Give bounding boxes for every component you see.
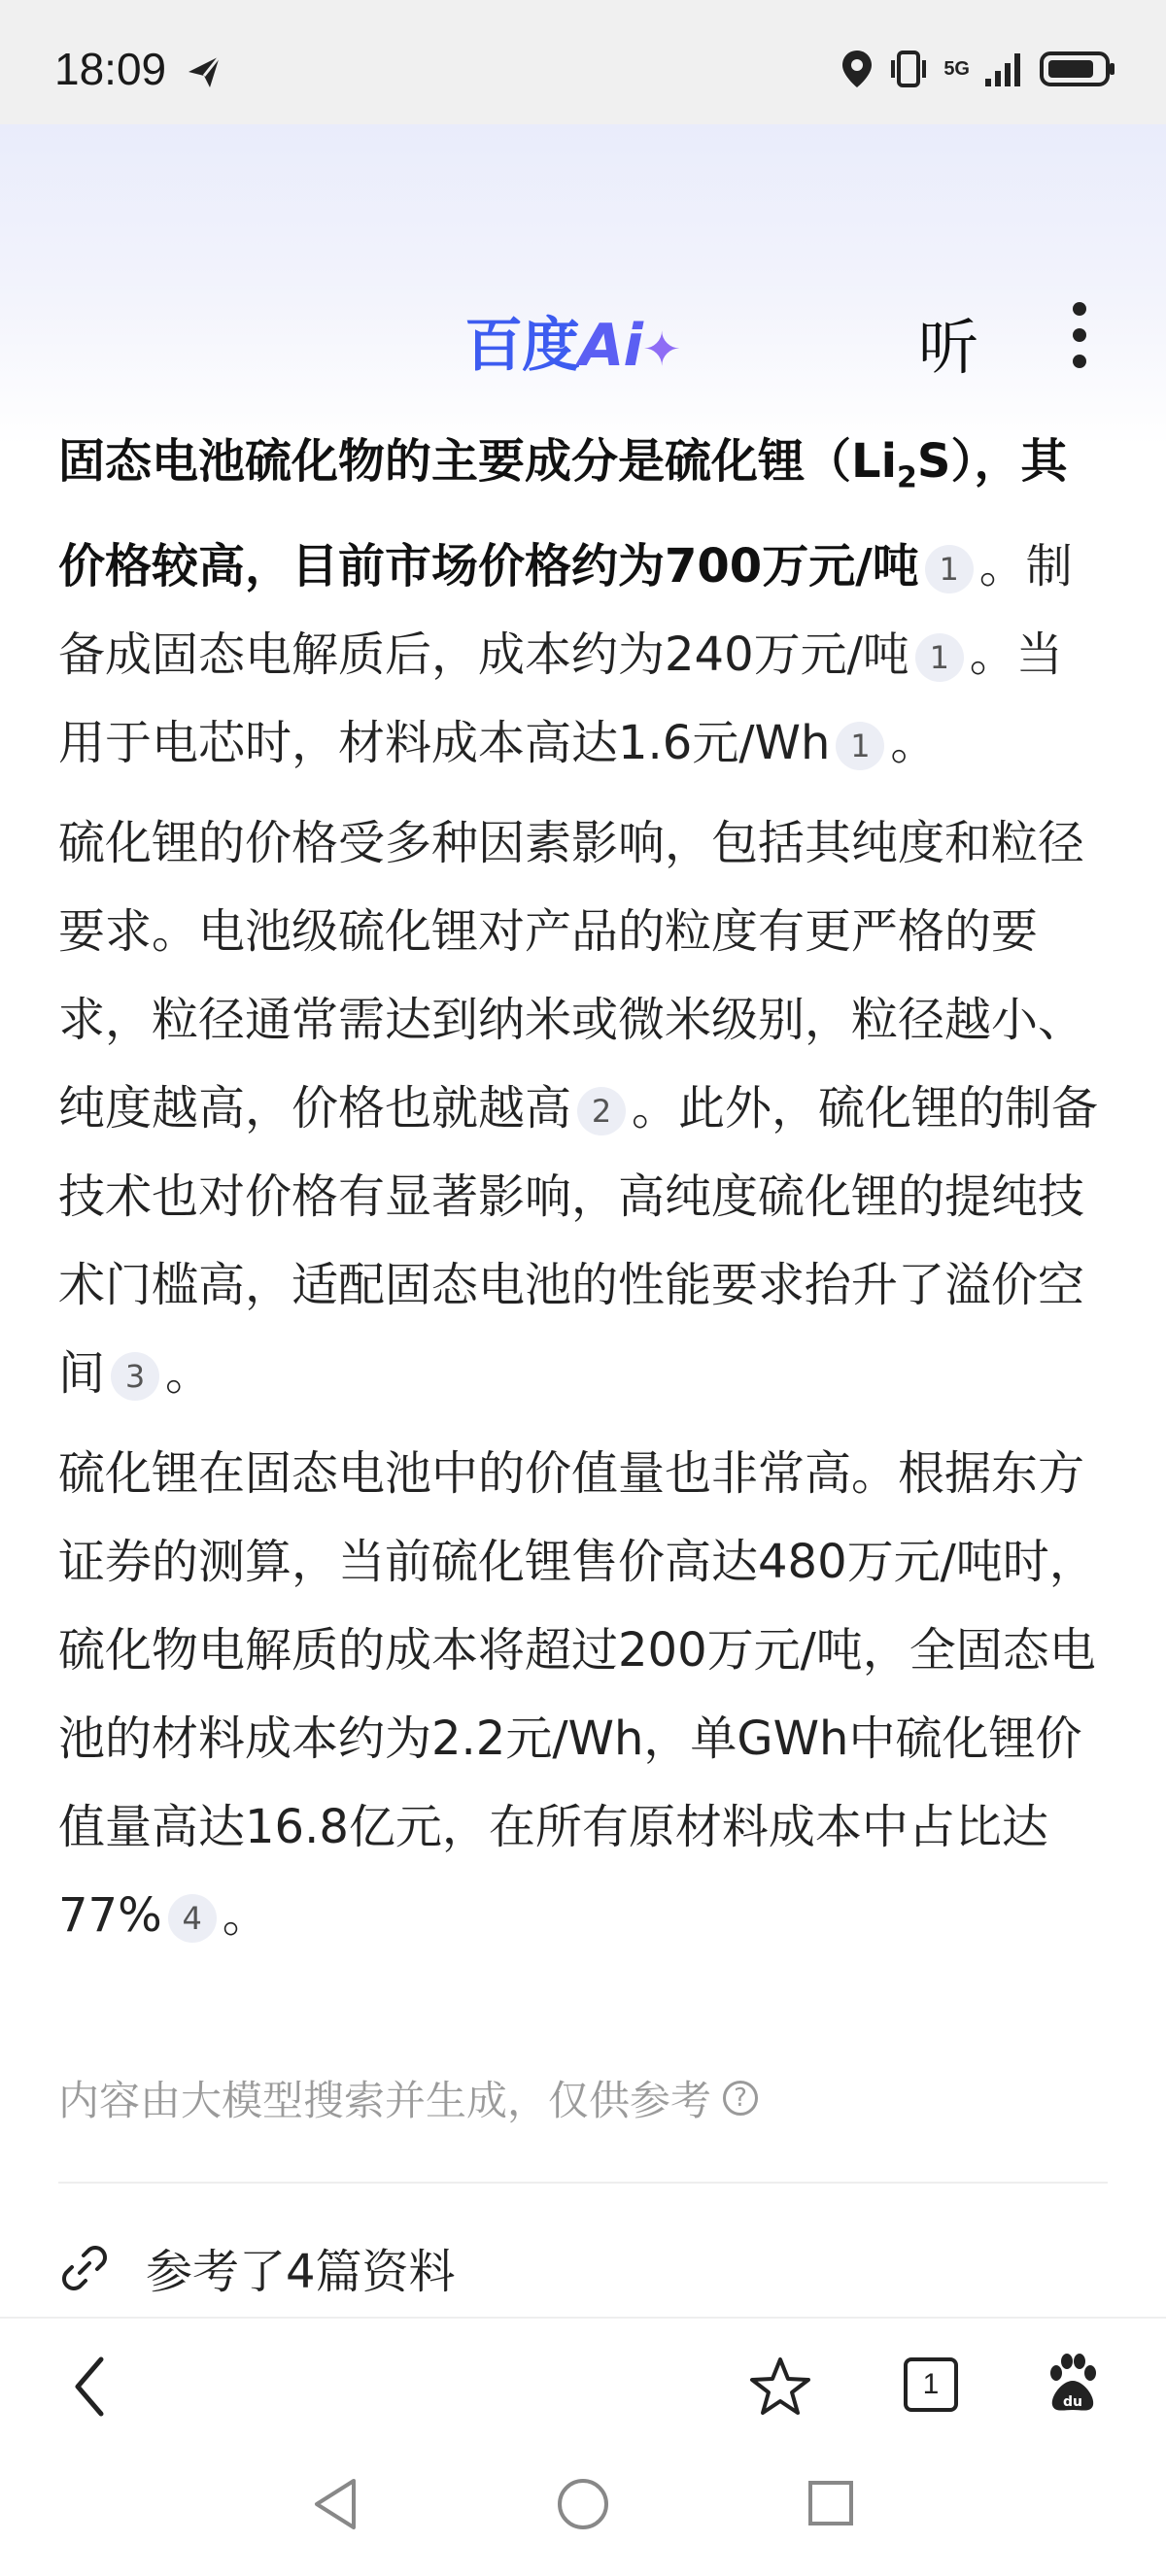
answer-paragraph: 硫化锂在固态电池中的价值量也非常高。根据东方证券的测算，当前硫化锂售价高达480万元/吨时，硫化物电解质的成本将超过200万元/吨，全固态电池的材料成本约为2.2元/Wh，单GWh中硫化锂价值量高达16.8亿元，在所有原材料成本中占比达77% 4 。 (58, 1445, 1096, 1943)
listen-button[interactable]: 听 (918, 312, 979, 383)
system-recents-icon[interactable] (806, 2479, 855, 2527)
star-icon[interactable] (748, 2356, 812, 2418)
citation-badge[interactable]: 1 (915, 633, 964, 682)
citation-badge[interactable]: 3 (111, 1352, 159, 1401)
disclaimer-text: 内容由大模型搜索并生成，仅供参考 (58, 2077, 712, 2124)
baidu-ai-logo: 百度Ai✦ (464, 312, 681, 380)
system-home-icon[interactable] (556, 2477, 610, 2531)
answer-content (58, 418, 1108, 1972)
answer-paragraph: 固态电池硫化物的主要成分是硫化锂$(Li_2S)$，其价格较高，目前市场价格约为700万元/吨 1 。制备成固态电解质后，成本约为240万元/吨 1 。当用于电芯时，材料成本高达1.6元/Wh 1 。 (58, 434, 1073, 770)
system-navigation-bar (0, 2448, 1166, 2576)
status-bar (0, 0, 1166, 124)
location-icon (840, 49, 874, 89)
back-icon[interactable] (70, 2356, 109, 2418)
browser-bottom-bar (0, 2317, 1166, 2455)
vibrate-icon (887, 49, 930, 89)
citation-badge[interactable]: 2 (577, 1087, 626, 1135)
answer-paragraph: 硫化锂的价格受多种因素影响，包括其纯度和粒径要求。电池级硫化锂对产品的粒度有更严格的要求，粒径通常需达到纳米或微米级别，粒径越小、纯度越高，价格也就越高 2 。此外，硫化锂的制备技术也对价格有显著影响，高纯度硫化锂的提纯技术门槛高，适配固态电池的性能要求抬升了溢价空间 3 。 (58, 815, 1099, 1401)
tabs-count: 1 (922, 2368, 940, 2400)
references-link[interactable] (58, 2234, 456, 2301)
citation-badge[interactable]: 1 (836, 722, 884, 770)
header (0, 124, 1166, 445)
battery-icon (1040, 50, 1117, 88)
baidu-paw-icon[interactable] (1045, 2354, 1101, 2414)
citation-badge[interactable]: 1 (925, 545, 974, 593)
signal-icon (983, 50, 1026, 88)
divider (58, 2182, 1108, 2184)
ai-disclaimer (58, 2069, 758, 2127)
system-back-icon[interactable] (311, 2477, 360, 2531)
references-label: 参考了4篇资料 (146, 2245, 456, 2299)
link-icon (58, 2242, 111, 2294)
more-options-icon[interactable] (1062, 301, 1097, 369)
network-type-label: 5G (943, 58, 970, 80)
help-icon[interactable]: ? (723, 2081, 758, 2116)
citation-badge[interactable]: 4 (168, 1894, 217, 1943)
status-time: 18:09 (54, 44, 167, 94)
svg-text:du: du (1063, 2394, 1082, 2410)
tabs-button[interactable] (904, 2357, 958, 2412)
send-icon (185, 52, 223, 91)
